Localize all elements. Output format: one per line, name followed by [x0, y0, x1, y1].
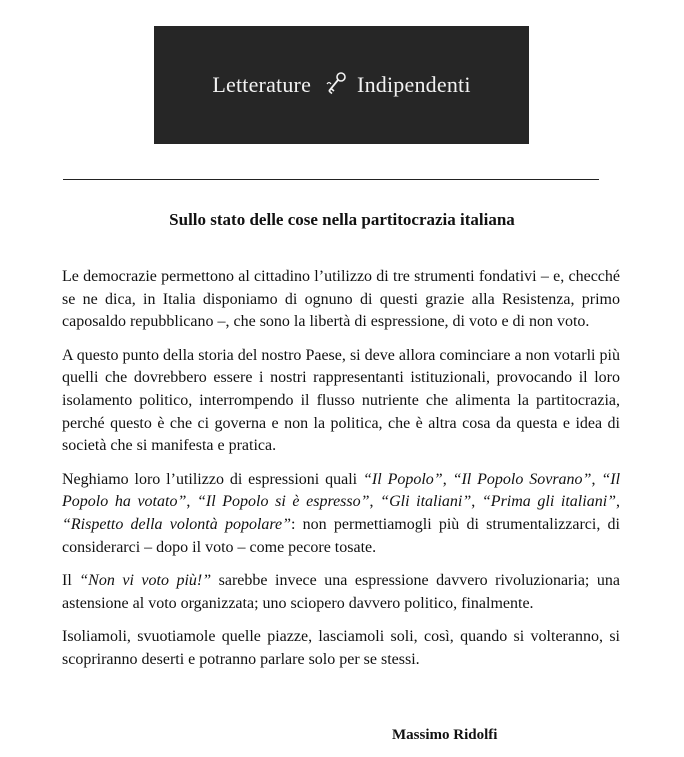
masthead-right-word: Indipendenti [357, 72, 471, 97]
paragraph-3-intro: Neghiamo loro l’utilizzo di espressioni quali [62, 470, 364, 488]
masthead-banner [154, 26, 529, 144]
author-signature: Massimo Ridolfi [392, 727, 498, 743]
article-title: Sullo stato delle cose nella partitocrazia italiana [169, 210, 515, 229]
quote-il-popolo-ha-votato: “Il Popolo ha votato” [62, 470, 621, 511]
horizontal-rule [63, 179, 599, 180]
quote-rispetto-volonta-popolare: “Rispetto della volontà popolare” [62, 515, 292, 533]
key-icon [323, 70, 349, 96]
quote-il-popolo-sovrano: “Il Popolo Sovrano” [452, 470, 592, 488]
paragraph-2: A questo punto della storia del nostro Paese, si deve allora cominciare a non votarli più quelli che dovrebbero essere i nostri rappresentanti istituzionali, provocando il loro isolamento politico, interrompendo il flusso nutriente che alimenta la partitocrazia, perché questo è che ci governa e non la politica, che è altra cosa da questa e idea di società che si manifesta e pratica. [62, 346, 620, 455]
masthead-left-word: Letterature [212, 72, 312, 97]
paragraph-1: Le democrazie permettono al cittadino l’utilizzo di tre strumenti fondativi – e, checché se ne dica, in Italia disponiamo di ognuno di questi grazie alla Resistenza, primo caposaldo repubblicano –, che sono la libertà di espressione, di voto e di non voto. [62, 268, 620, 331]
paragraph-4-outro: sarebbe invece una espressione davvero rivoluzionaria; una astensione al voto organizzata; uno sciopero davvero politico, finalmente. [62, 572, 620, 612]
article-body [62, 266, 620, 683]
quote-gli-italiani: “Gli italiani” [380, 493, 472, 511]
paragraph-4-intro: Il [62, 572, 80, 590]
paragraph-3-outro: : non permettiamogli più di strumentalizzarci, di considerarci – dopo il voto – come pecore tosate. [62, 515, 620, 556]
quote-il-popolo-si-e-espresso: “Il Popolo si è espresso” [196, 493, 370, 511]
quote-prima-gli-italiani: “Prima gli italiani” [481, 493, 617, 511]
quote-il-popolo: “Il Popolo” [363, 470, 443, 488]
quote-non-vi-voto-piu: “Non vi voto più!” [79, 572, 212, 590]
paragraph-4 [62, 570, 620, 615]
paragraph-5: Isoliamoli, svuotiamole quelle piazze, lasciamoli soli, così, quando si volteranno, si scopriranno deserti e potranno parlare solo per se stessi. [62, 628, 620, 668]
paragraph-3: Neghiamo loro l’utilizzo di espressioni quali “Il Popolo”, “Il Popolo Sovrano”, “Il Popolo ha votato”, “Il Popolo si è espresso”, “Gli italiani”, “Prima gli italiani”, “Rispetto della volontà popolare”: non permettiamogli più di strumentalizzarci, di considerarci – dopo il voto – come pecore tosate. [62, 470, 621, 556]
